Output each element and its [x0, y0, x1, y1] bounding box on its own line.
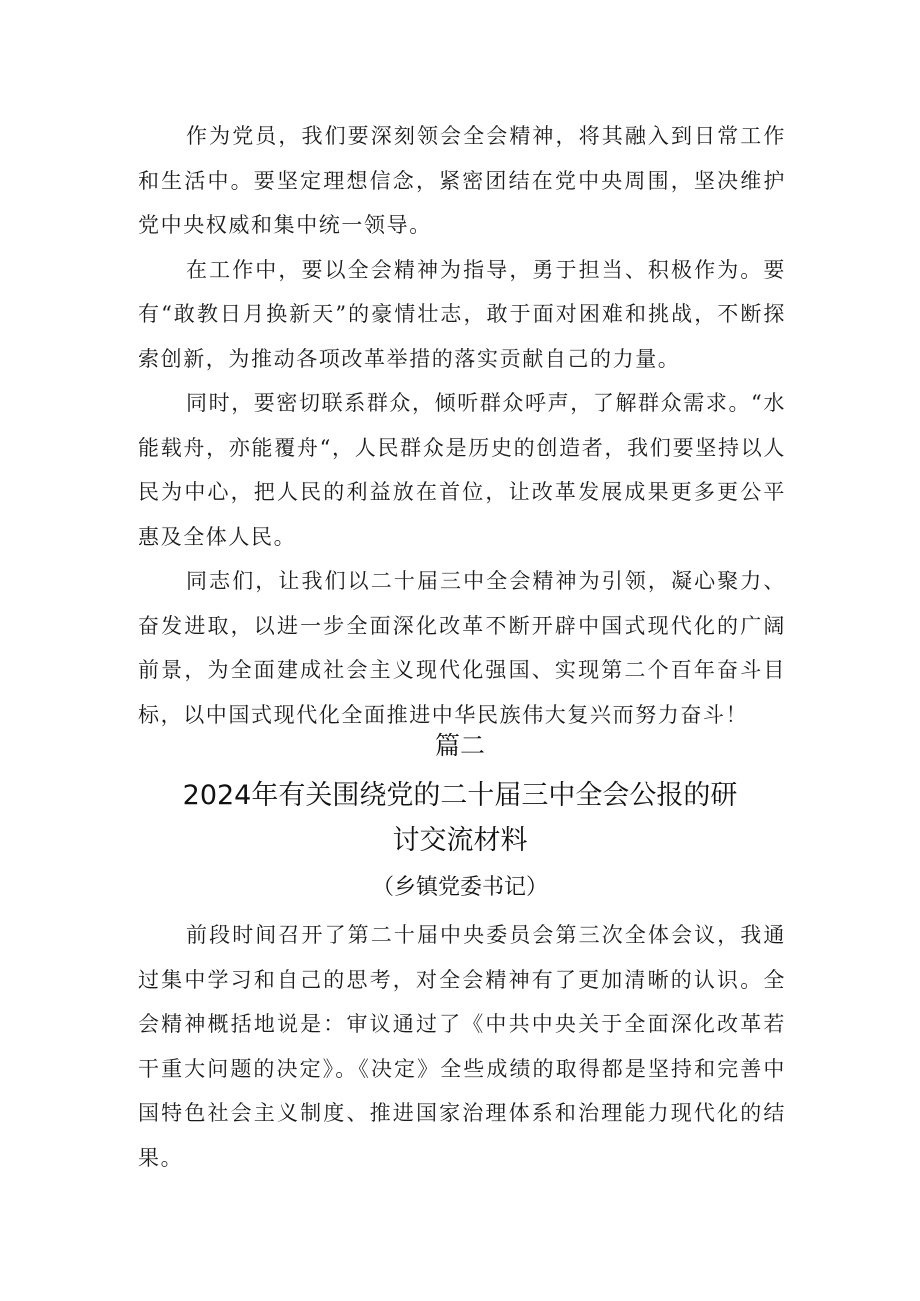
paragraph: 在工作中，要以全会精神为指导，勇于担当、积极作为。要有“敢教日月换新天”的豪情壮志，敢于面对困难和挑战，不断探索创新，为推动各项改革举措的落实贡献自己的力量。 [138, 257, 786, 371]
section-label: 篇二 [434, 731, 485, 760]
paragraph: 前段时间召开了第二十届中央委员会第三次全体会议，我通过集中学习和自己的思考，对全会精神有了更加清晰的认识。全会精神概括地说是：审议通过了《中共中央关于全面深化改革若干重大问题的决定》。《决定》全些成绩的取得都是坚持和完善中国特色社会主义制度、推进国家治理体系和治理能力现代化的结果。 [138, 923, 786, 1170]
paragraph: 作为党员，我们要深刻领会全会精神，将其融入到日常工作和生活中。要坚定理想信念，紧密团结在党中央周围，坚决维护党中央权威和集中统一领导。 [138, 124, 786, 237]
document-subtitle: （乡镇党委书记） [371, 875, 548, 900]
body-text-bottom [138, 913, 786, 1180]
paragraph: 同时，要密切联系群众，倾听群众呼声，了解群众需求。“水能载舟，亦能覆舟“，人民群众是历史的创造者，我们要坚持以人民为中心，把人民的利益放在首位，让改革发展成果更多更公平惠及全体人民。 [138, 391, 786, 549]
paragraph: 同志们，让我们以二十届三中全会精神为引领，凝心聚力、奋发进取，以进一步全面深化改革不断开辟中国式现代化的广阔前景，为全面建成社会主义现代化强国、实现第二个百年奋斗目标，以中国式现代化全面推进中华民族伟大复兴而努力奋斗！ [138, 569, 786, 727]
body-text-top [138, 114, 786, 737]
document-title: 2024年有关围绕党的二十届三中全会公报的研讨交流材料 [182, 780, 738, 856]
